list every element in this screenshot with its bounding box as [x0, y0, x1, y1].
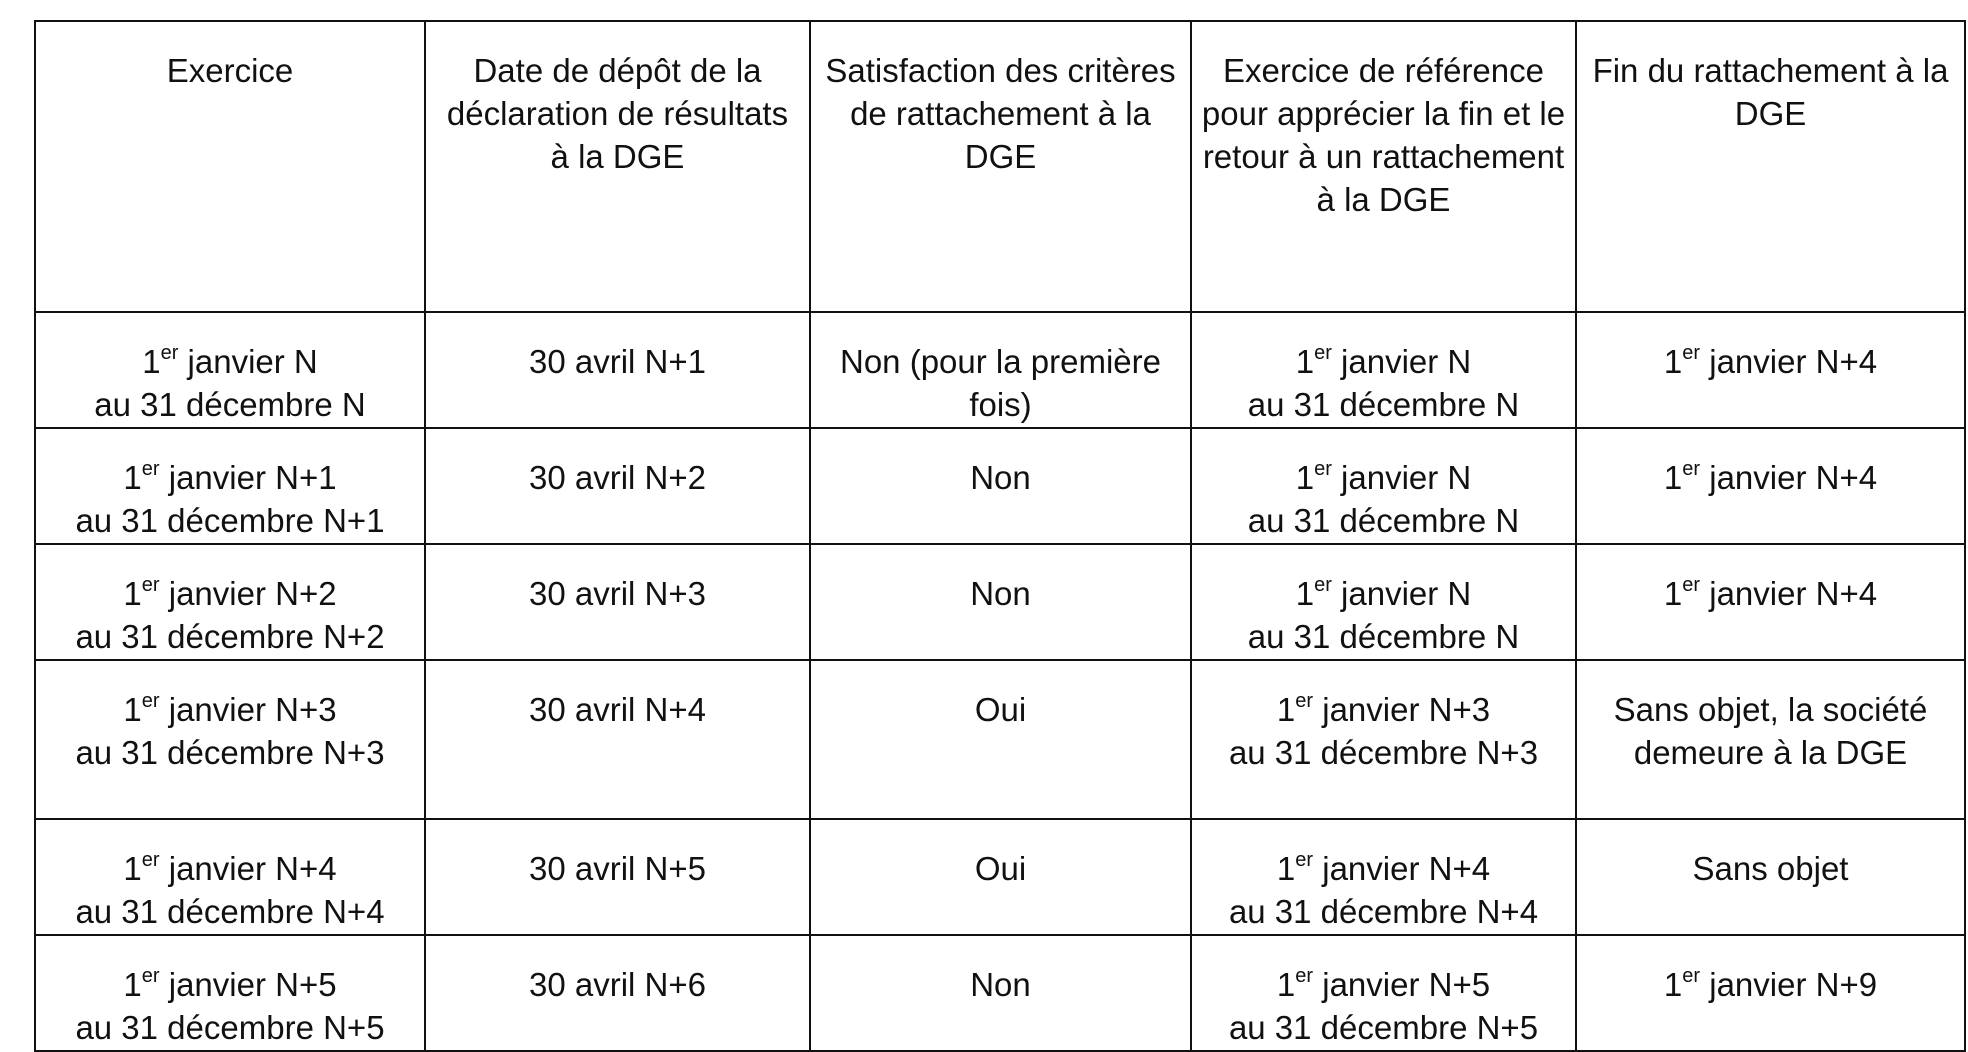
cell-exercice [35, 660, 425, 819]
cell-exercice [35, 544, 425, 660]
header-exercice: Exercice [35, 21, 425, 312]
cell-exercice-reference [1191, 660, 1576, 819]
cell-exercice [35, 819, 425, 935]
cell-satisfaction: Oui [810, 660, 1191, 819]
cell-fin-rattachement: 1er janvier N+9 [1576, 935, 1965, 1051]
period-start: 1er janvier N+3 [1276, 690, 1491, 728]
header-exercice-reference: Exercice de référence pour apprécier la fin et le retour à un rattachement à la DGE [1191, 21, 1576, 312]
period-start: 1er janvier N [1295, 458, 1472, 496]
period-start: 1er janvier N+5 [1276, 965, 1491, 1003]
period-start: 1er janvier N+3 [123, 690, 337, 728]
header-fin-rattachement: Fin du rattachement à la DGE [1576, 21, 1965, 312]
cell-date-depot: 30 avril N+6 [425, 935, 810, 1051]
cell-exercice [35, 428, 425, 544]
cell-date-depot: 30 avril N+2 [425, 428, 810, 544]
period-end: au 31 décembre N [1247, 502, 1520, 539]
period-start: 1er janvier N [1295, 574, 1472, 612]
cell-satisfaction: Non [810, 935, 1191, 1051]
period-end: au 31 décembre N+3 [75, 734, 385, 771]
period-end: au 31 décembre N+5 [75, 1009, 385, 1046]
period-start: 1er janvier N+4 [123, 849, 337, 887]
cell-exercice-reference [1191, 312, 1576, 428]
period-end: au 31 décembre N [1247, 618, 1520, 655]
cell-date-depot: 30 avril N+1 [425, 312, 810, 428]
cell-satisfaction: Non (pour la première fois) [810, 312, 1191, 428]
cell-date-depot: 30 avril N+4 [425, 660, 810, 819]
cell-date-depot: 30 avril N+3 [425, 544, 810, 660]
cell-exercice [35, 312, 425, 428]
cell-satisfaction: Oui [810, 819, 1191, 935]
period-end: au 31 décembre N [1247, 386, 1520, 423]
period-start: 1er janvier N+1 [123, 458, 337, 496]
table-row [35, 935, 1965, 1051]
cell-fin-rattachement: Sans objet, la société demeure à la DGE [1576, 660, 1965, 819]
cell-exercice [35, 935, 425, 1051]
header-date-depot: Date de dépôt de la déclaration de résultats à la DGE [425, 21, 810, 312]
period-start: 1er janvier N+2 [123, 574, 337, 612]
rattachement-dge-table [34, 20, 1966, 1052]
cell-satisfaction: Non [810, 544, 1191, 660]
period-end: au 31 décembre N [94, 386, 366, 423]
period-end: au 31 décembre N+5 [1228, 1009, 1539, 1046]
cell-date-depot: 30 avril N+5 [425, 819, 810, 935]
header-satisfaction: Satisfaction des critères de rattachement à la DGE [810, 21, 1191, 312]
cell-exercice-reference [1191, 935, 1576, 1051]
cell-satisfaction: Non [810, 428, 1191, 544]
table-row [35, 428, 1965, 544]
cell-fin-rattachement: 1er janvier N+4 [1576, 428, 1965, 544]
period-start: 1er janvier N+5 [123, 965, 337, 1003]
table-header-row [35, 21, 1965, 312]
period-end: au 31 décembre N+4 [75, 893, 385, 930]
cell-fin-rattachement: Sans objet [1576, 819, 1965, 935]
period-end: au 31 décembre N+2 [75, 618, 385, 655]
cell-exercice-reference [1191, 428, 1576, 544]
table-row [35, 819, 1965, 935]
period-end: au 31 décembre N+1 [75, 502, 385, 539]
table-row [35, 660, 1965, 819]
cell-exercice-reference [1191, 819, 1576, 935]
table-row [35, 312, 1965, 428]
cell-fin-rattachement: 1er janvier N+4 [1576, 312, 1965, 428]
cell-fin-rattachement: 1er janvier N+4 [1576, 544, 1965, 660]
period-start: 1er janvier N [1295, 342, 1472, 380]
cell-exercice-reference [1191, 544, 1576, 660]
period-start: 1er janvier N+4 [1276, 849, 1491, 887]
table-row [35, 544, 1965, 660]
period-start: 1er janvier N [142, 342, 318, 380]
period-end: au 31 décembre N+4 [1228, 893, 1539, 930]
period-end: au 31 décembre N+3 [1228, 734, 1539, 771]
